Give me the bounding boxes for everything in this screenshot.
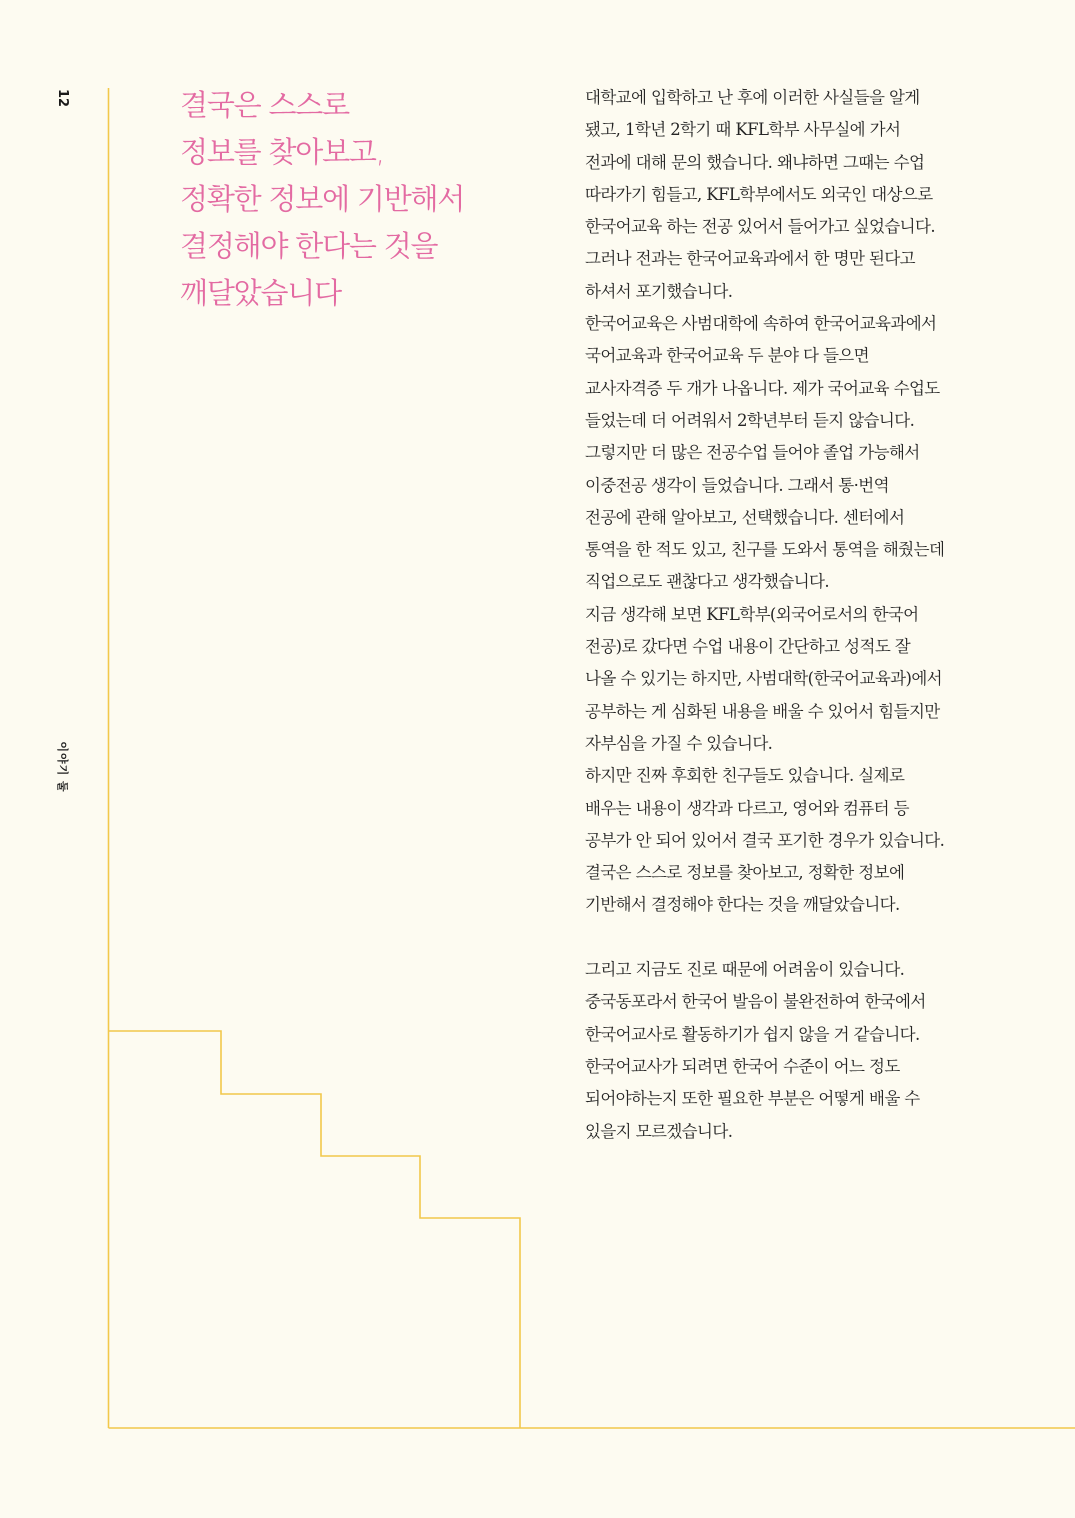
body-line: 한국어교사로 활동하기가 쉽지 않을 거 같습니다. bbox=[585, 1024, 920, 1044]
body-line: 한국어교사가 되려면 한국어 수준이 어느 정도 bbox=[585, 1056, 900, 1076]
body-text bbox=[585, 82, 975, 1148]
pull-quote-line: 결국은 스스로 bbox=[180, 88, 349, 122]
body-line: 하지만 진짜 후회한 친구들도 있습니다. 실제로 bbox=[585, 766, 905, 786]
pull-quote-line: 깨달았습니다 bbox=[180, 276, 341, 310]
pull-quote bbox=[180, 82, 560, 317]
section-label: 이야기 둘 bbox=[56, 741, 69, 793]
page-number: 12 bbox=[55, 88, 70, 108]
body-line: 그리고 지금도 진로 때문에 어려움이 있습니다. bbox=[585, 960, 905, 980]
body-line: 따라가기 힘들고, KFL학부에서도 외국인 대상으로 bbox=[585, 184, 933, 204]
body-line: 공부하는 게 심화된 내용을 배울 수 있어서 힘들지만 bbox=[585, 701, 940, 721]
body-line: 되어야하는지 또한 필요한 부분은 어떻게 배울 수 bbox=[585, 1089, 920, 1109]
body-line: 대학교에 입학하고 난 후에 이러한 사실들을 알게 bbox=[585, 88, 920, 107]
body-line: 중국동포라서 한국어 발음이 불완전하여 한국에서 bbox=[585, 992, 926, 1012]
body-line: 이중전공 생각이 들었습니다. 그래서 통·번역 bbox=[585, 475, 889, 495]
body-line: 결국은 스스로 정보를 찾아보고, 정확한 정보에 bbox=[585, 863, 905, 883]
body-line: 직업으로도 괜찮다고 생각했습니다. bbox=[585, 572, 830, 592]
body-line: 나올 수 있기는 하지만, 사범대학(한국어교육과)에서 bbox=[585, 669, 943, 689]
body-line: 하셔서 포기했습니다. bbox=[585, 281, 733, 301]
body-line: 한국어교육은 사범대학에 속하여 한국어교육과에서 bbox=[585, 314, 937, 334]
body-line: 한국어교육 하는 전공 있어서 들어가고 싶었습니다. bbox=[585, 217, 935, 237]
body-line: 됐고, 1학년 2학기 때 KFL학부 사무실에 가서 bbox=[585, 120, 901, 140]
body-line: 배우는 내용이 생각과 다르고, 영어와 컴퓨터 등 bbox=[585, 798, 909, 818]
body-line: 있을지 모르겠습니다. bbox=[585, 1121, 733, 1141]
pull-quote-line: 정보를 찾아보고, bbox=[180, 135, 384, 169]
body-line: 들었는데 더 어려워서 2학년부터 듣지 않습니다. bbox=[585, 410, 915, 430]
body-line: 그렇지만 더 많은 전공수업 들어야 졸업 가능해서 bbox=[585, 443, 920, 463]
body-line: 전공)로 갔다면 수업 내용이 간단하고 성적도 잘 bbox=[585, 637, 911, 657]
body-line: 지금 생각해 보면 KFL학부(외국어로서의 한국어 bbox=[585, 604, 919, 624]
body-line: 국어교육과 한국어교육 두 분야 다 들으면 bbox=[585, 346, 869, 366]
body-line: 기반해서 결정해야 한다는 것을 깨달았습니다. bbox=[585, 895, 900, 915]
body-line: 통역을 한 적도 있고, 친구를 도와서 통역을 해줬는데 bbox=[585, 540, 945, 560]
pull-quote-line: 결정해야 한다는 것을 bbox=[180, 229, 438, 263]
pull-quote-line: 정확한 정보에 기반해서 bbox=[180, 182, 465, 216]
staircase-line bbox=[109, 1031, 521, 1428]
body-line: 전과에 대해 문의 했습니다. 왜냐하면 그때는 수업 bbox=[585, 152, 925, 172]
body-line: 전공에 관해 알아보고, 선택했습니다. 센터에서 bbox=[585, 507, 905, 527]
paragraph-gap bbox=[585, 922, 975, 954]
body-line: 교사자격증 두 개가 나옵니다. 제가 국어교육 수업도 bbox=[585, 378, 940, 398]
body-line: 그러나 전과는 한국어교육과에서 한 명만 된다고 bbox=[585, 249, 916, 269]
body-line: 자부심을 가질 수 있습니다. bbox=[585, 733, 773, 753]
body-paragraph-1 bbox=[585, 82, 975, 922]
body-line: 공부가 안 되어 있어서 결국 포기한 경우가 있습니다. bbox=[585, 830, 945, 850]
body-paragraph-2 bbox=[585, 954, 975, 1148]
